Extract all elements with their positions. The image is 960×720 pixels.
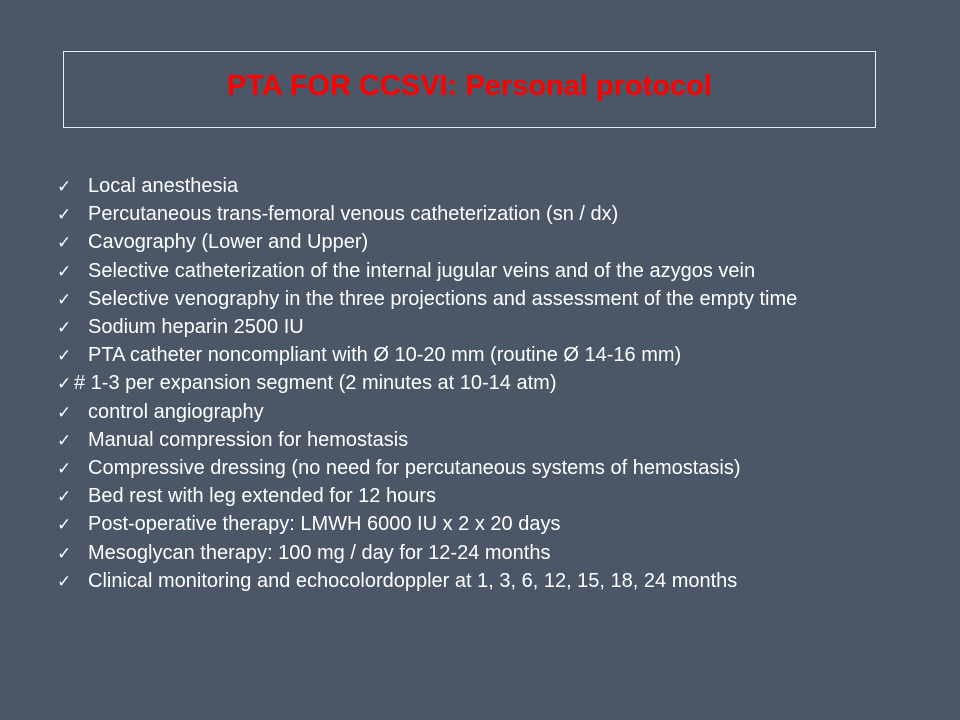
list-item xyxy=(57,314,907,342)
list-item xyxy=(57,427,907,455)
list-item-text: Compressive dressing (no need for percutaneous systems of hemostasis) xyxy=(88,457,741,480)
list-item xyxy=(57,342,907,370)
check-icon: ✓ xyxy=(57,374,72,395)
list-item xyxy=(57,399,907,427)
protocol-list xyxy=(57,173,907,596)
list-item-text: Percutaneous trans-femoral venous catheterization (sn / dx) xyxy=(88,203,619,226)
check-icon: ✓ xyxy=(57,261,72,282)
check-icon: ✓ xyxy=(57,571,72,592)
slide-title: PTA FOR CCSVI: Personal protocol xyxy=(227,70,712,102)
list-item-text: # 1-3 per expansion segment (2 minutes at 10-14 atm) xyxy=(74,372,557,395)
check-icon: ✓ xyxy=(57,543,72,564)
list-item xyxy=(57,540,907,568)
check-icon: ✓ xyxy=(57,430,72,451)
check-icon: ✓ xyxy=(57,515,72,536)
list-item xyxy=(57,511,907,539)
list-item xyxy=(57,455,907,483)
list-item xyxy=(57,229,907,257)
check-icon: ✓ xyxy=(57,177,72,197)
list-item xyxy=(57,201,907,229)
check-icon: ✓ xyxy=(57,233,72,254)
list-item xyxy=(57,286,907,314)
check-icon: ✓ xyxy=(57,459,72,480)
list-item-text: PTA catheter noncompliant with Ø 10-20 mm (routine Ø 14-16 mm) xyxy=(88,344,682,367)
check-icon: ✓ xyxy=(57,205,72,226)
check-icon: ✓ xyxy=(57,346,72,367)
list-item-text: control angiography xyxy=(88,400,264,423)
list-item-text: Bed rest with leg extended for 12 hours xyxy=(88,485,436,508)
list-item-text: Manual compression for hemostasis xyxy=(88,428,409,451)
list-item-text: Post-operative therapy: LMWH 6000 IU x 2 x 20 days xyxy=(88,513,561,536)
check-icon: ✓ xyxy=(57,318,72,339)
list-item xyxy=(57,568,907,596)
list-item-text: Local anesthesia xyxy=(88,175,239,197)
title-box xyxy=(63,51,876,128)
check-icon: ✓ xyxy=(57,402,72,423)
check-icon: ✓ xyxy=(57,289,72,310)
list-item-text: Selective catheterization of the internal jugular veins and of the azygos vein xyxy=(88,259,756,282)
check-icon: ✓ xyxy=(57,487,72,508)
list-item-text: Mesoglycan therapy: 100 mg / day for 12-24 months xyxy=(88,541,551,564)
list-item xyxy=(57,483,907,511)
list-item-text: Clinical monitoring and echocolordoppler at 1, 3, 6, 12, 15, 18, 24 months xyxy=(88,569,738,592)
list-item xyxy=(57,370,907,398)
list-item-text: Cavography (Lower and Upper) xyxy=(88,231,369,254)
list-item xyxy=(57,258,907,286)
list-item xyxy=(57,173,907,201)
list-item-text: Selective venography in the three projections and assessment of the empty time xyxy=(88,287,798,310)
list-item-text: Sodium heparin 2500 IU xyxy=(88,316,304,339)
